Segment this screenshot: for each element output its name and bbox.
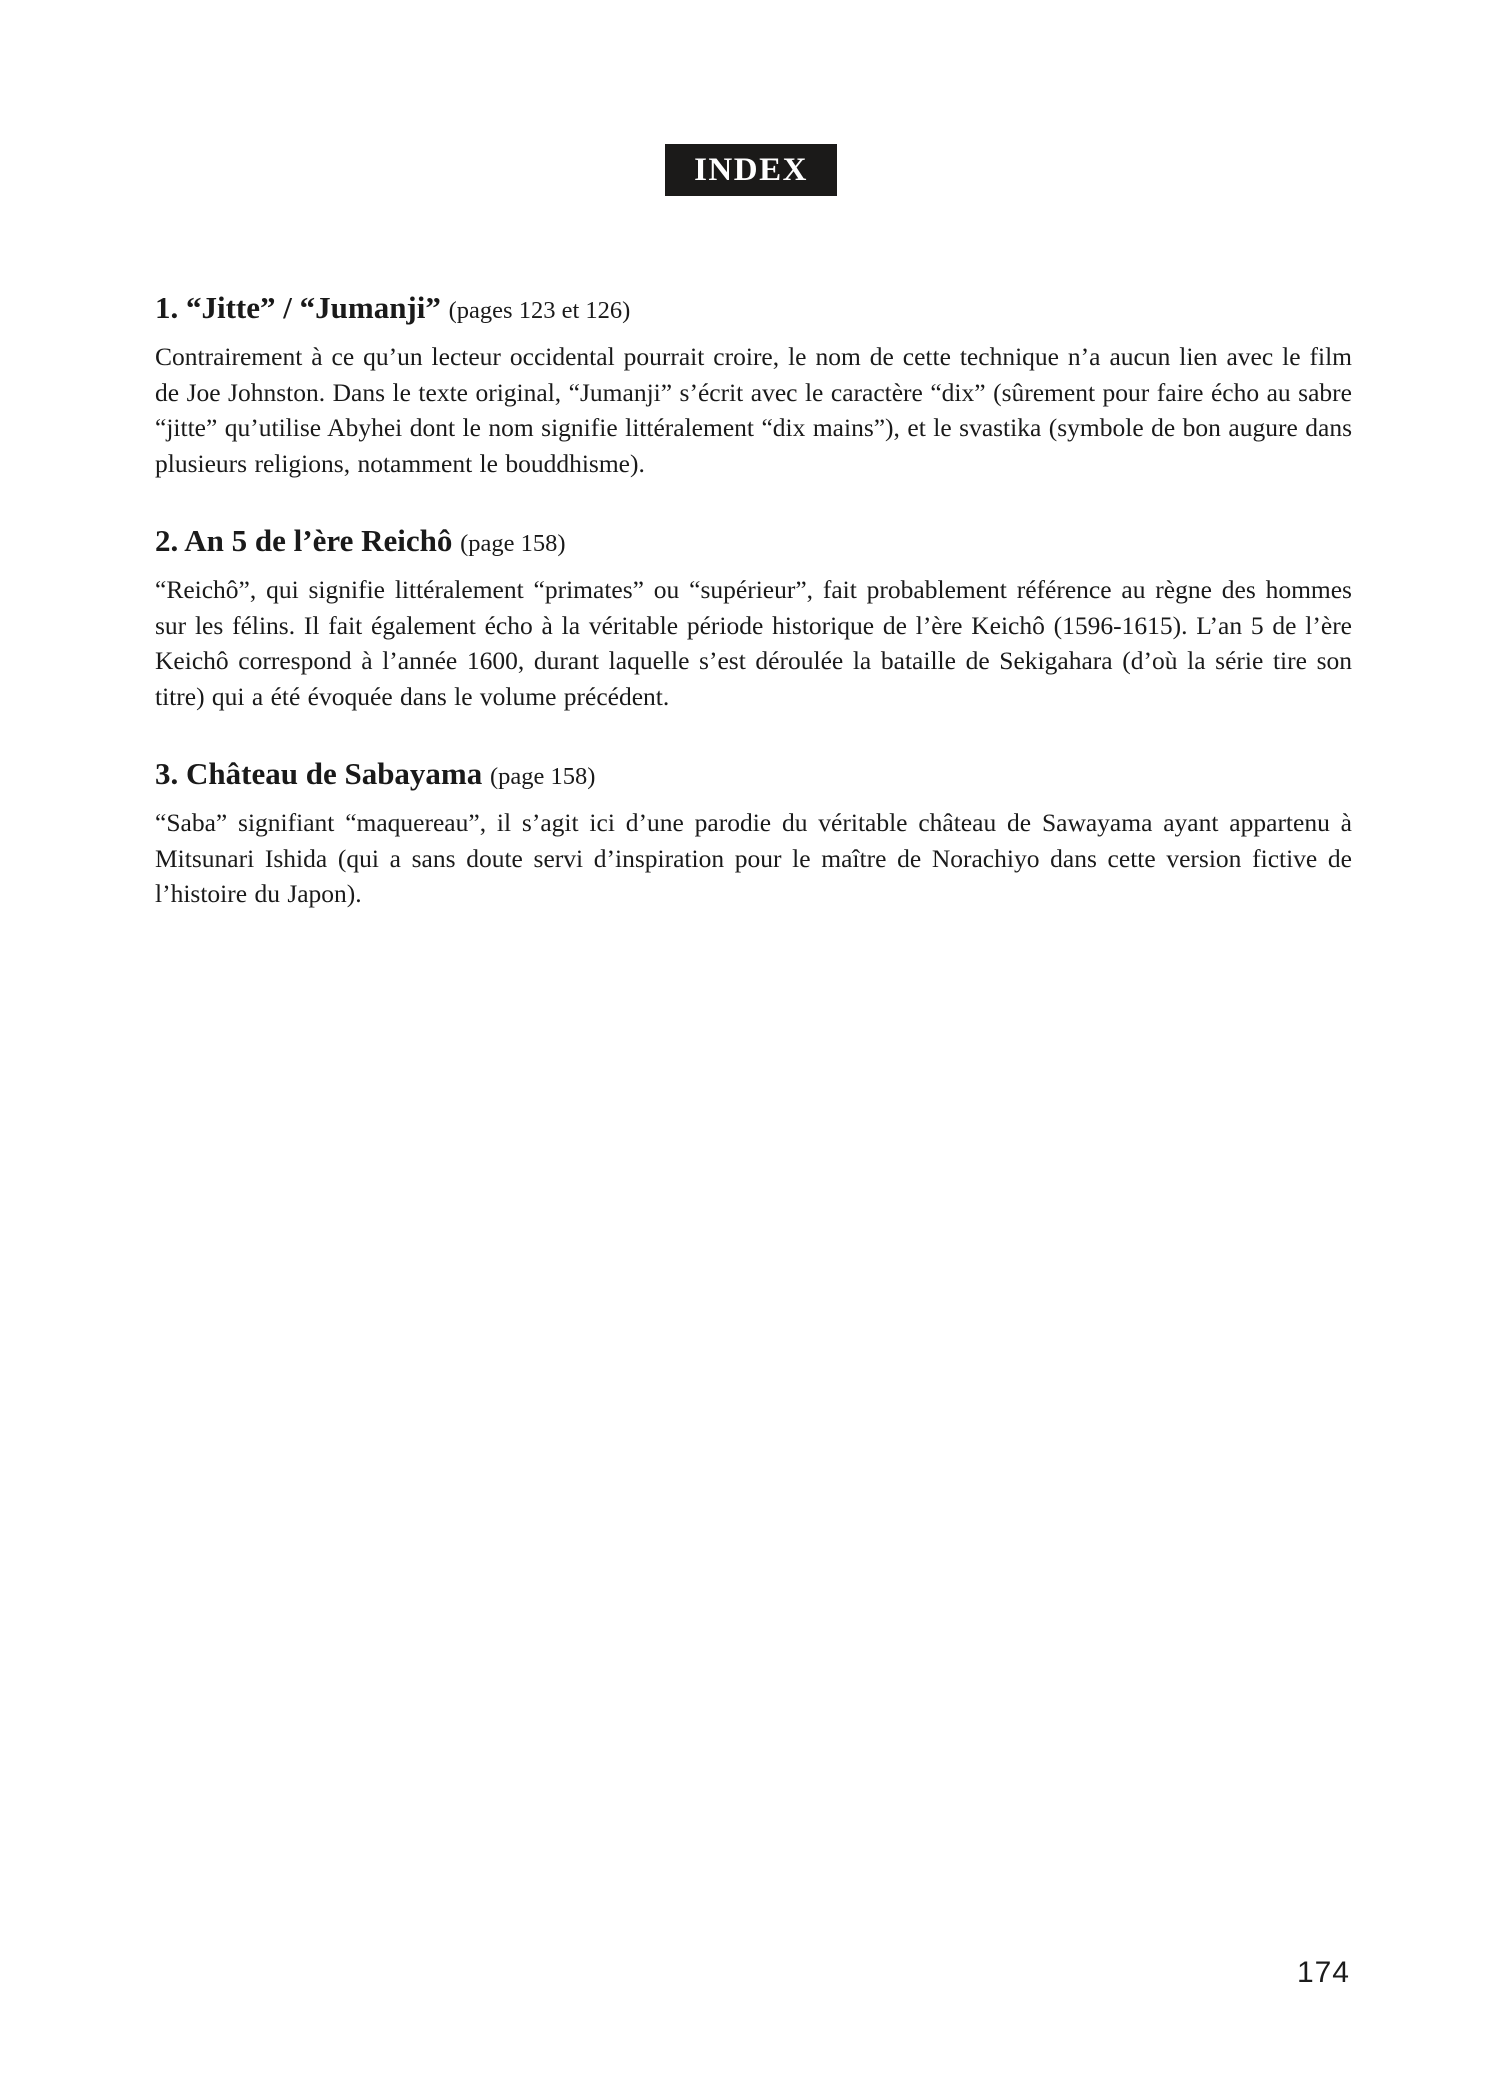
page-number: 174 [1296,1956,1350,1989]
section-title: “Jitte” / “Jumanji” [186,290,441,325]
section-title: An 5 de l’ère Reichô [184,523,453,558]
section-title: Château de Sabayama [186,756,483,791]
section-body-text: “Reichô”, qui signifie littéralement “primates” ou “supérieur”, fait probablement référence au règne des hommes sur les félins. Il fait également écho à la véritable période historique de l’ère Keichô (1596-1615). L’an 5 de l’ère Keichô correspond à l’année 1600, durant laquelle s’est déroulée la bataille de Sekigahara (d’où la série tire son titre) qui a été évoquée dans le volume précédent. [155,575,1352,711]
index-banner-label: INDEX [694,151,808,188]
section-body-text: Contrairement à ce qu’un lecteur occidental pourrait croire, le nom de cette technique n’a aucun lien avec le film de Joe Johnston. Dans le texte original, “Jumanji” s’écrit avec le caractère “dix” (sûrement pour faire écho au sabre “jitte” qu’utilise Abyhei dont le nom signifie littéralement “dix mains”), et le svastika (symbole de bon augure dans plusieurs religions, notamment le bouddhisme). [155,342,1352,478]
section-number: 1. [155,290,179,325]
section-heading [155,521,1352,564]
section-page-ref: (page 158) [460,530,566,557]
index-entry-jitte-jumanji [155,288,1352,481]
section-heading [155,288,1352,331]
section-page-ref: (pages 123 et 126) [448,297,631,324]
index-entry-chateau-sabayama [155,754,1352,912]
index-content [155,288,1352,912]
index-entry-an5-reicho [155,521,1352,714]
section-heading [155,754,1352,797]
section-number: 2. [155,523,179,558]
index-banner [665,144,837,196]
section-number: 3. [155,756,179,791]
section-body-text: “Saba” signifiant “maquereau”, il s’agit ici d’une parodie du véritable château de Sawayama ayant appartenu à Mitsunari Ishida (qui a sans doute servi d’inspiration pour le maître de Norachiyo dans cette version fictive de l’histoire du Japon). [155,808,1352,908]
section-page-ref: (page 158) [490,763,596,790]
